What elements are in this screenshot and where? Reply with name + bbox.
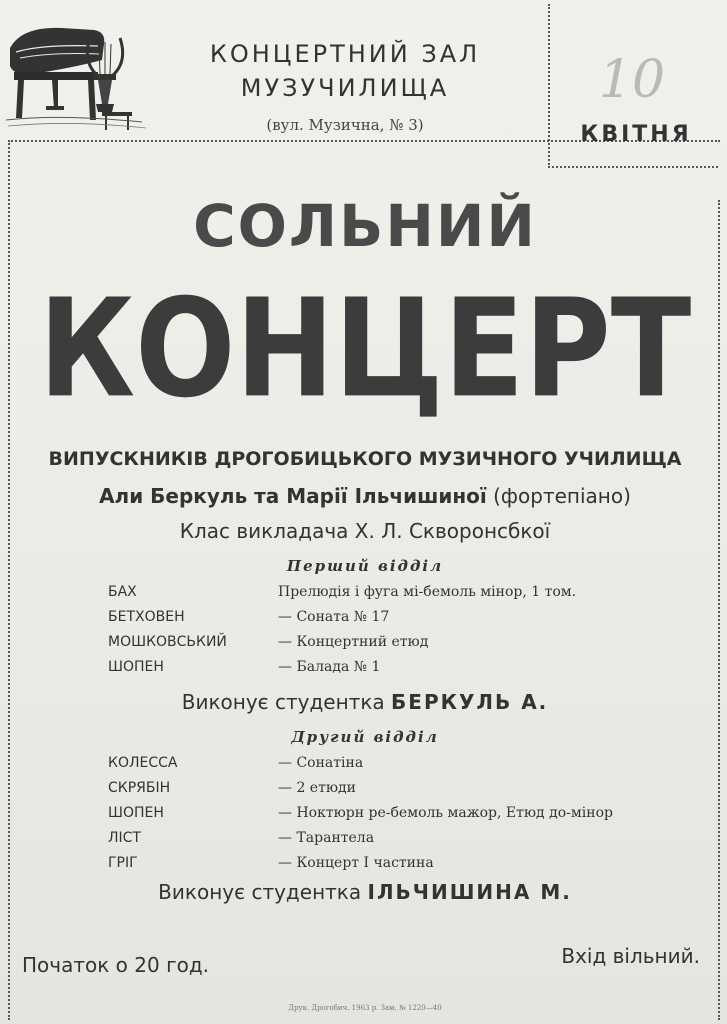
- date-month: КВІТНЯ: [580, 122, 692, 147]
- performer-name: ІЛЬЧИШИНА М.: [367, 880, 572, 904]
- work: — Концертний етюд: [278, 634, 429, 650]
- piano-lyre-icon: [2, 8, 152, 138]
- program-row: [108, 584, 688, 606]
- date-day: 10: [598, 50, 666, 110]
- program-row: [108, 634, 688, 656]
- hall-address: (вул. Музична, № 3): [266, 116, 424, 134]
- work: Прелюдія і фуга мі-бемоль мінор, 1 том.: [278, 584, 577, 600]
- part2-performer: [40, 880, 690, 904]
- performer-prefix: Виконує студентка: [181, 690, 385, 714]
- part1-performer: [40, 690, 690, 714]
- printer-imprint: Друк. Дрогобич. 1963 р. Зам. № 1220—40: [288, 1004, 442, 1012]
- free-entry: Вхід вільний.: [561, 944, 700, 968]
- instrument: (фортепіано): [493, 484, 631, 508]
- composer: БАХ: [108, 584, 137, 600]
- program-row: [108, 609, 688, 631]
- frame-border-left: [8, 140, 10, 1020]
- program-row: [108, 659, 688, 681]
- composer: ГРІГ: [108, 855, 138, 871]
- hall-name-line1: КОНЦЕРТНИЙ ЗАЛ: [209, 40, 481, 68]
- work: — Сонатіна: [278, 755, 364, 771]
- performer-name: БЕРКУЛЬ А.: [391, 690, 549, 714]
- work: — Тарантела: [278, 830, 375, 846]
- part2-heading: Другий відділ: [291, 728, 439, 746]
- performer-prefix: Виконує студентка: [158, 880, 362, 904]
- work: — Ноктюрн ре-бемоль мажор, Етюд до-мінор: [278, 805, 613, 821]
- composer: БЕТХОВЕН: [108, 609, 185, 625]
- work: — Балада № 1: [278, 659, 381, 675]
- hall-name-line2: МУЗУЧИЛИЩА: [240, 74, 450, 102]
- work: — 2 етюди: [278, 780, 356, 796]
- program-row: [108, 830, 688, 852]
- title-solo: СОЛЬНИЙ: [193, 192, 537, 260]
- program-row: [108, 780, 688, 802]
- teacher-line: Клас викладача Х. Л. Скворонсбкої: [179, 519, 551, 543]
- composer: ШОПЕН: [108, 805, 164, 821]
- title-concert: КОНЦЕРТ: [38, 268, 692, 428]
- program-row: [108, 805, 688, 827]
- start-time: Початок о 20 год.: [22, 953, 210, 977]
- part1-heading: Перший відділ: [286, 557, 444, 575]
- graduates-line: ВИПУСКНИКІВ ДРОГОБИЦЬКОГО МУЗИЧНОГО УЧИЛИЩА: [48, 448, 682, 470]
- performers-line: [40, 484, 690, 508]
- composer: СКРЯБІН: [108, 780, 171, 796]
- performer-names: Али Беркуль та Марії Ільчишиної: [99, 484, 487, 508]
- program-row: [108, 855, 688, 877]
- composer: ЛІСТ: [108, 830, 141, 846]
- program-row: [108, 755, 688, 777]
- composer: ШОПЕН: [108, 659, 164, 675]
- work: — Соната № 17: [278, 609, 390, 625]
- work: — Концерт І частина: [278, 855, 434, 871]
- composer: МОШКОВСЬКИЙ: [108, 634, 227, 650]
- frame-border-right: [718, 200, 720, 1020]
- composer: КОЛЕССА: [108, 755, 178, 771]
